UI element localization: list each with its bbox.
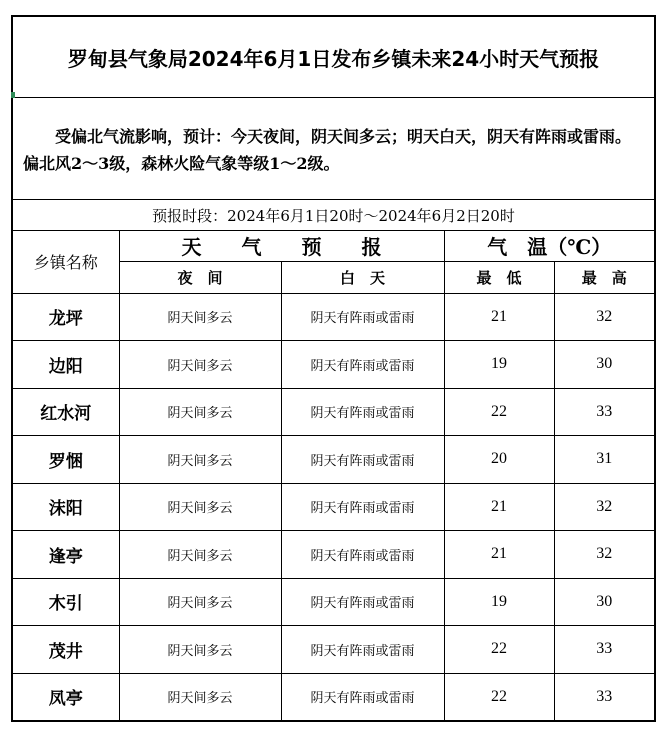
header-weather-forecast: 天 气 预 报 (119, 230, 444, 261)
day-weather: 阴天有阵雨或雷雨 (281, 436, 444, 484)
day-weather: 阴天有阵雨或雷雨 (281, 673, 444, 720)
town-name: 龙坪 (13, 293, 119, 341)
town-name: 凤亭 (13, 673, 119, 720)
day-weather: 阴天有阵雨或雷雨 (281, 341, 444, 389)
header-max-temp: 最 高 (554, 261, 654, 293)
header-town-name: 乡镇名称 (13, 230, 119, 293)
cell-marker (11, 92, 15, 98)
min-temp: 19 (444, 578, 554, 626)
min-temp: 22 (444, 626, 554, 674)
town-name: 边阳 (13, 341, 119, 389)
header-min-temp: 最 低 (444, 261, 554, 293)
night-weather: 阴天间多云 (119, 341, 281, 389)
max-temp: 30 (554, 578, 654, 626)
header-temperature: 气 温（℃） (444, 230, 654, 261)
night-weather: 阴天间多云 (119, 626, 281, 674)
max-temp: 30 (554, 341, 654, 389)
table-row (13, 483, 654, 531)
night-weather: 阴天间多云 (119, 388, 281, 436)
min-temp: 21 (444, 483, 554, 531)
table-row (13, 531, 654, 579)
table-row (13, 293, 654, 341)
night-weather: 阴天间多云 (119, 578, 281, 626)
forecast-sheet (11, 15, 656, 722)
day-weather: 阴天有阵雨或雷雨 (281, 483, 444, 531)
day-weather: 阴天有阵雨或雷雨 (281, 578, 444, 626)
min-temp: 21 (444, 531, 554, 579)
forecast-period: 预报时段：2024年6月1日20时～2024年6月2日20时 (13, 200, 654, 231)
forecast-summary: 受偏北气流影响，预计：今天夜间，阴天间多云；明天白天，阴天有阵雨或雷雨。偏北风2～3级，森林火险气象等级1～2级。 (13, 97, 654, 200)
max-temp: 32 (554, 531, 654, 579)
town-name: 茂井 (13, 626, 119, 674)
town-name: 红水河 (13, 388, 119, 436)
header-day: 白 天 (281, 261, 444, 293)
max-temp: 33 (554, 626, 654, 674)
forecast-table (13, 230, 654, 720)
town-name: 木引 (13, 578, 119, 626)
town-name: 罗悃 (13, 436, 119, 484)
table-row (13, 388, 654, 436)
max-temp: 33 (554, 388, 654, 436)
header-night: 夜 间 (119, 261, 281, 293)
table-row (13, 626, 654, 674)
day-weather: 阴天有阵雨或雷雨 (281, 626, 444, 674)
day-weather: 阴天有阵雨或雷雨 (281, 531, 444, 579)
table-row (13, 341, 654, 389)
table-row (13, 673, 654, 720)
night-weather: 阴天间多云 (119, 673, 281, 720)
page-title: 罗甸县气象局2024年6月1日发布乡镇未来24小时天气预报 (13, 17, 654, 98)
night-weather: 阴天间多云 (119, 531, 281, 579)
day-weather: 阴天有阵雨或雷雨 (281, 293, 444, 341)
min-temp: 20 (444, 436, 554, 484)
min-temp: 22 (444, 388, 554, 436)
min-temp: 19 (444, 341, 554, 389)
table-row (13, 578, 654, 626)
night-weather: 阴天间多云 (119, 436, 281, 484)
min-temp: 21 (444, 293, 554, 341)
town-name: 沫阳 (13, 483, 119, 531)
max-temp: 31 (554, 436, 654, 484)
town-name: 逢亭 (13, 531, 119, 579)
night-weather: 阴天间多云 (119, 293, 281, 341)
table-row (13, 436, 654, 484)
night-weather: 阴天间多云 (119, 483, 281, 531)
max-temp: 32 (554, 483, 654, 531)
max-temp: 33 (554, 673, 654, 720)
max-temp: 32 (554, 293, 654, 341)
day-weather: 阴天有阵雨或雷雨 (281, 388, 444, 436)
min-temp: 22 (444, 673, 554, 720)
